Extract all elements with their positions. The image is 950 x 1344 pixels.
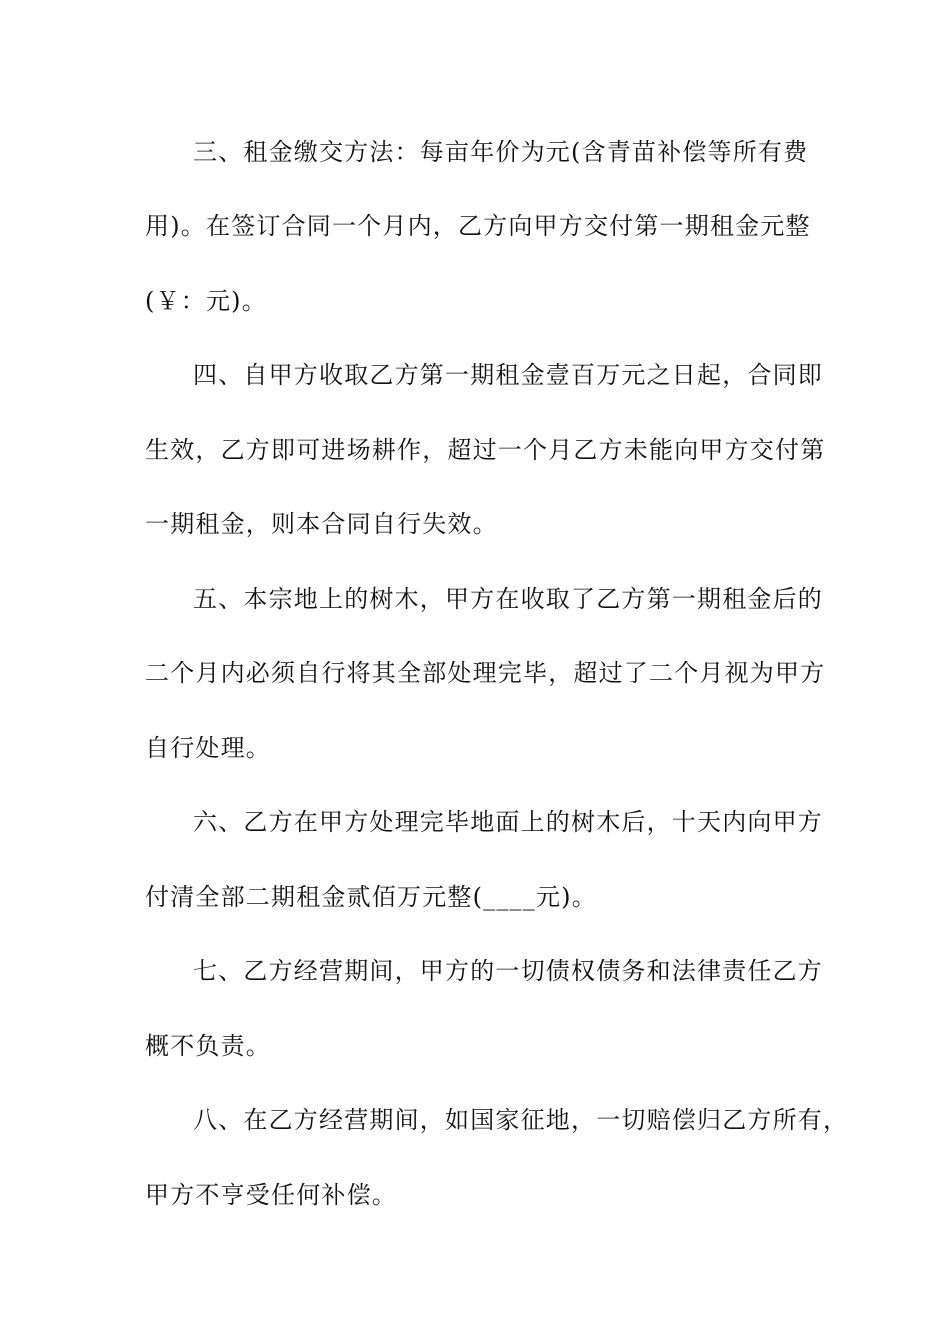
clause-3-line-2: 用)。在签订合同一个月内，乙方向甲方交付第一期租金元整 bbox=[145, 212, 811, 240]
clause-7-line-2: 概不负责。 bbox=[145, 1032, 271, 1060]
clause-4-line-3: 一期租金，则本合同自行失效。 bbox=[145, 510, 498, 538]
clause-3-line-3: (￥：元)。 bbox=[145, 287, 267, 315]
clause-8-line-1: 八、在乙方经营期间，如国家征地，一切赔偿归乙方所有， bbox=[193, 1106, 849, 1134]
clause-3-line-1: 三、租金缴交方法：每亩年价为元(含青苗补偿等所有费 bbox=[193, 138, 809, 166]
clause-5-line-3: 自行处理。 bbox=[145, 734, 271, 762]
clause-4-line-2: 生效，乙方即可进场耕作，超过一个月乙方未能向甲方交付第 bbox=[145, 436, 826, 464]
clause-4-line-1: 四、自甲方收取乙方第一期租金壹百万元之日起，合同即 bbox=[193, 361, 823, 389]
clause-6-line-1: 六、乙方在甲方处理完毕地面上的树木后，十天内向甲方 bbox=[193, 808, 823, 836]
clause-7-line-1: 七、乙方经营期间，甲方的一切债权债务和法律责任乙方 bbox=[193, 957, 823, 985]
clause-5-line-2: 二个月内必须自行将其全部处理完毕，超过了二个月视为甲方 bbox=[145, 659, 826, 687]
clause-8-line-2: 甲方不亨受任何补偿。 bbox=[145, 1181, 397, 1209]
clause-6-line-2: 付清全部二期租金贰佰万元整(____元)。 bbox=[145, 883, 597, 911]
clause-5-line-1: 五、本宗地上的树木，甲方在收取了乙方第一期租金后的 bbox=[193, 585, 823, 613]
